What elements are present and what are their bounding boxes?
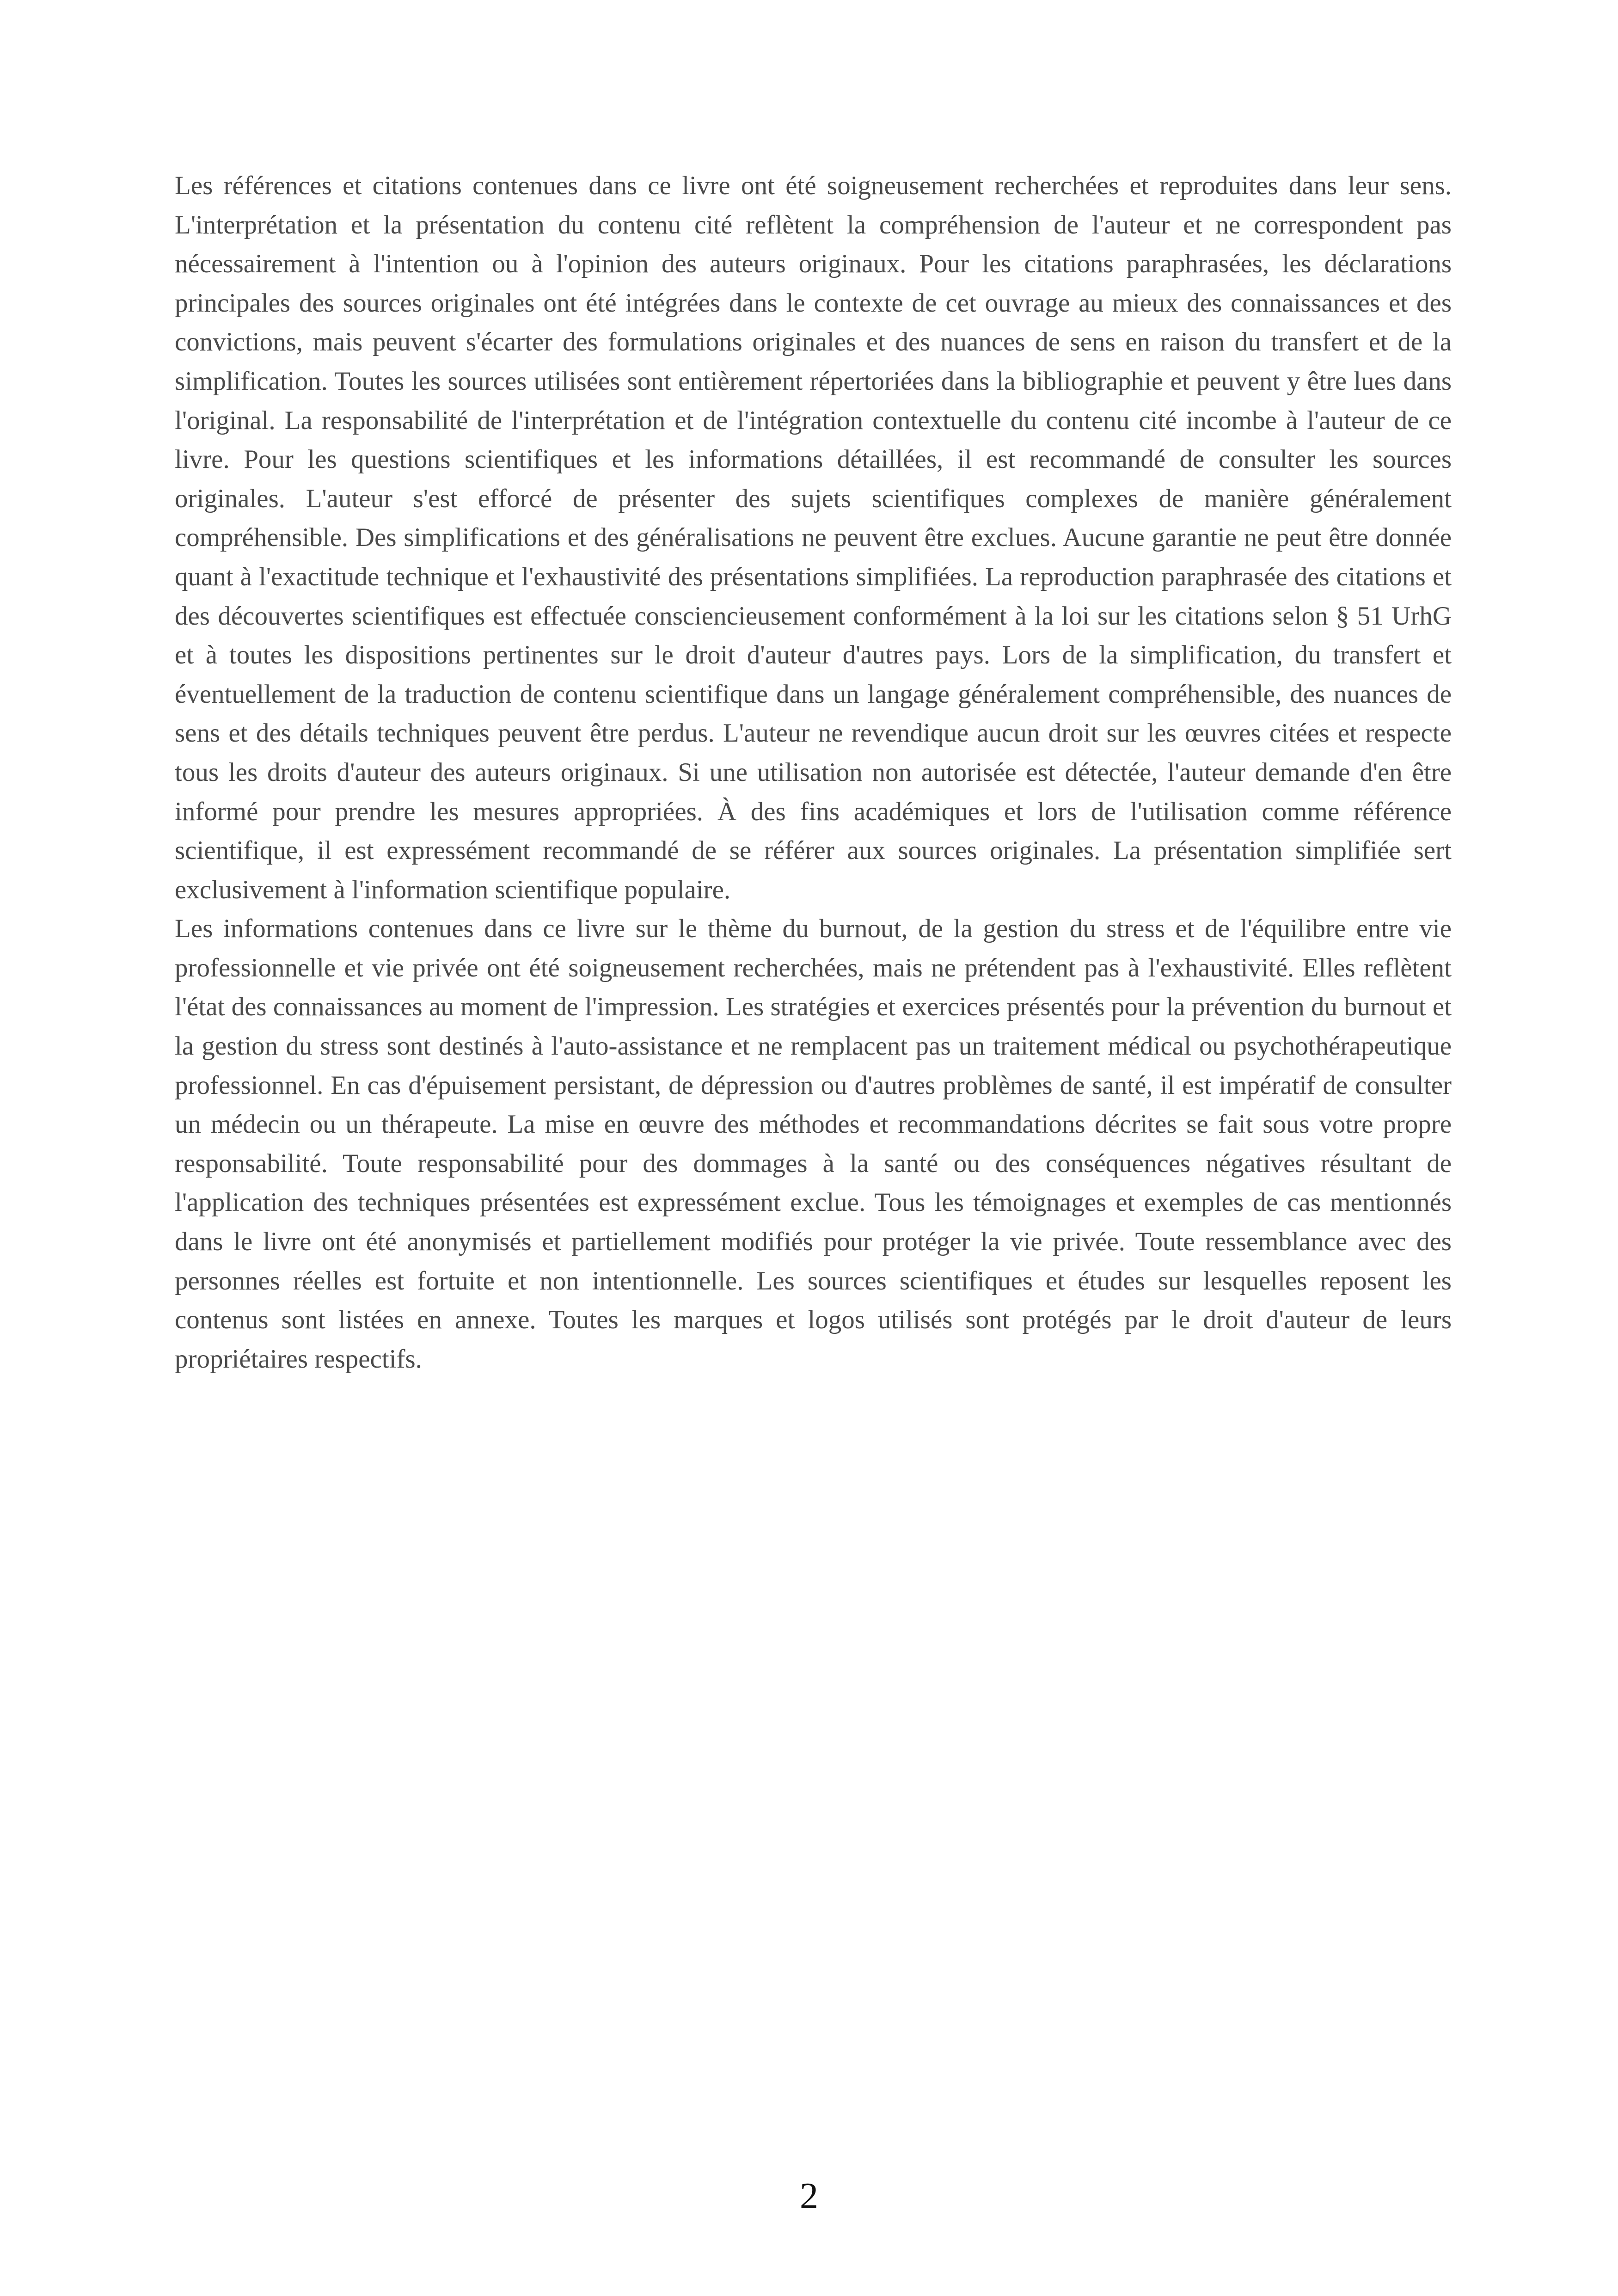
- paragraph-citations-disclaimer: Les références et citations contenues dans ce livre ont été soigneusement recherchées et reproduites dans leur sens. L'interprétation et la présentation du contenu cité reflètent la compréhension de l'auteur et ne correspondent pas nécessairement à l'intention ou à l'opinion des auteurs originaux. Pour les citations paraphrasées, les déclarations principales des sources originales ont été intégrées dans le contexte de cet ouvrage au mieux des connaissances et des convictions, mais peuvent s'écarter des formulations originales et des nuances de sens en raison du transfert et de la simplification. Toutes les sources utilisées sont entièrement répertoriées dans la bibliographie et peuvent y être lues dans l'original. La responsabilité de l'interprétation et de l'intégration contextuelle du contenu cité incombe à l'auteur de ce livre. Pour les questions scientifiques et les informations détaillées, il est recommandé de consulter les sources originales. L'auteur s'est efforcé de présenter des sujets scientifiques complexes de manière généralement compréhensible. Des simplifications et des généralisations ne peuvent être exclues. Aucune garantie ne peut être donnée quant à l'exactitude technique et l'exhaustivité des présentations simplifiées. La reproduction paraphrasée des citations et des découvertes scientifiques est effectuée consciencieusement conformément à la loi sur les citations selon § 51 UrhG et à toutes les dispositions pertinentes sur le droit d'auteur d'autres pays. Lors de la simplification, du transfert et éventuellement de la traduction de contenu scientifique dans un langage généralement compréhensible, des nuances de sens et des détails techniques peuvent être perdus. L'auteur ne revendique aucun droit sur les œuvres citées et respecte tous les droits d'auteur des auteurs originaux. Si une utilisation non autorisée est détectée, l'auteur demande d'en être informé pour prendre les mesures appropriées. À des fins académiques et lors de l'utilisation comme référence scientifique, il est expressément recommandé de se référer aux sources originales. La présentation simplifiée sert exclusivement à l'information scientifique populaire.: [175, 171, 1452, 904]
- body-text: [175, 166, 1452, 1379]
- page-number: 2: [800, 2176, 818, 2216]
- paragraph-health-disclaimer: Les informations contenues dans ce livre sur le thème du burnout, de la gestion du stress et de l'équilibre entre vie professionnelle et vie privée ont été soigneusement recherchées, mais ne prétendent pas à l'exhaustivité. Elles reflètent l'état des connaissances au moment de l'impression. Les stratégies et exercices présentés pour la prévention du burnout et la gestion du stress sont destinés à l'auto-assistance et ne remplacent pas un traitement médical ou psychothérapeutique professionnel. En cas d'épuisement persistant, de dépression ou d'autres problèmes de santé, il est impératif de consulter un médecin ou un thérapeute. La mise en œuvre des méthodes et recommandations décrites se fait sous votre propre responsabilité. Toute responsabilité pour des dommages à la santé ou des conséquences négatives résultant de l'application des techniques présentées est expressément exclue. Tous les témoignages et exemples de cas mentionnés dans le livre ont été anonymisés et partiellement modifiés pour protéger la vie privée. Toute ressemblance avec des personnes réelles est fortuite et non intentionnelle. Les sources scientifiques et études sur lesquelles reposent les contenus sont listées en annexe. Toutes les marques et logos utilisés sont protégés par le droit d'auteur de leurs propriétaires respectifs.: [175, 914, 1452, 1374]
